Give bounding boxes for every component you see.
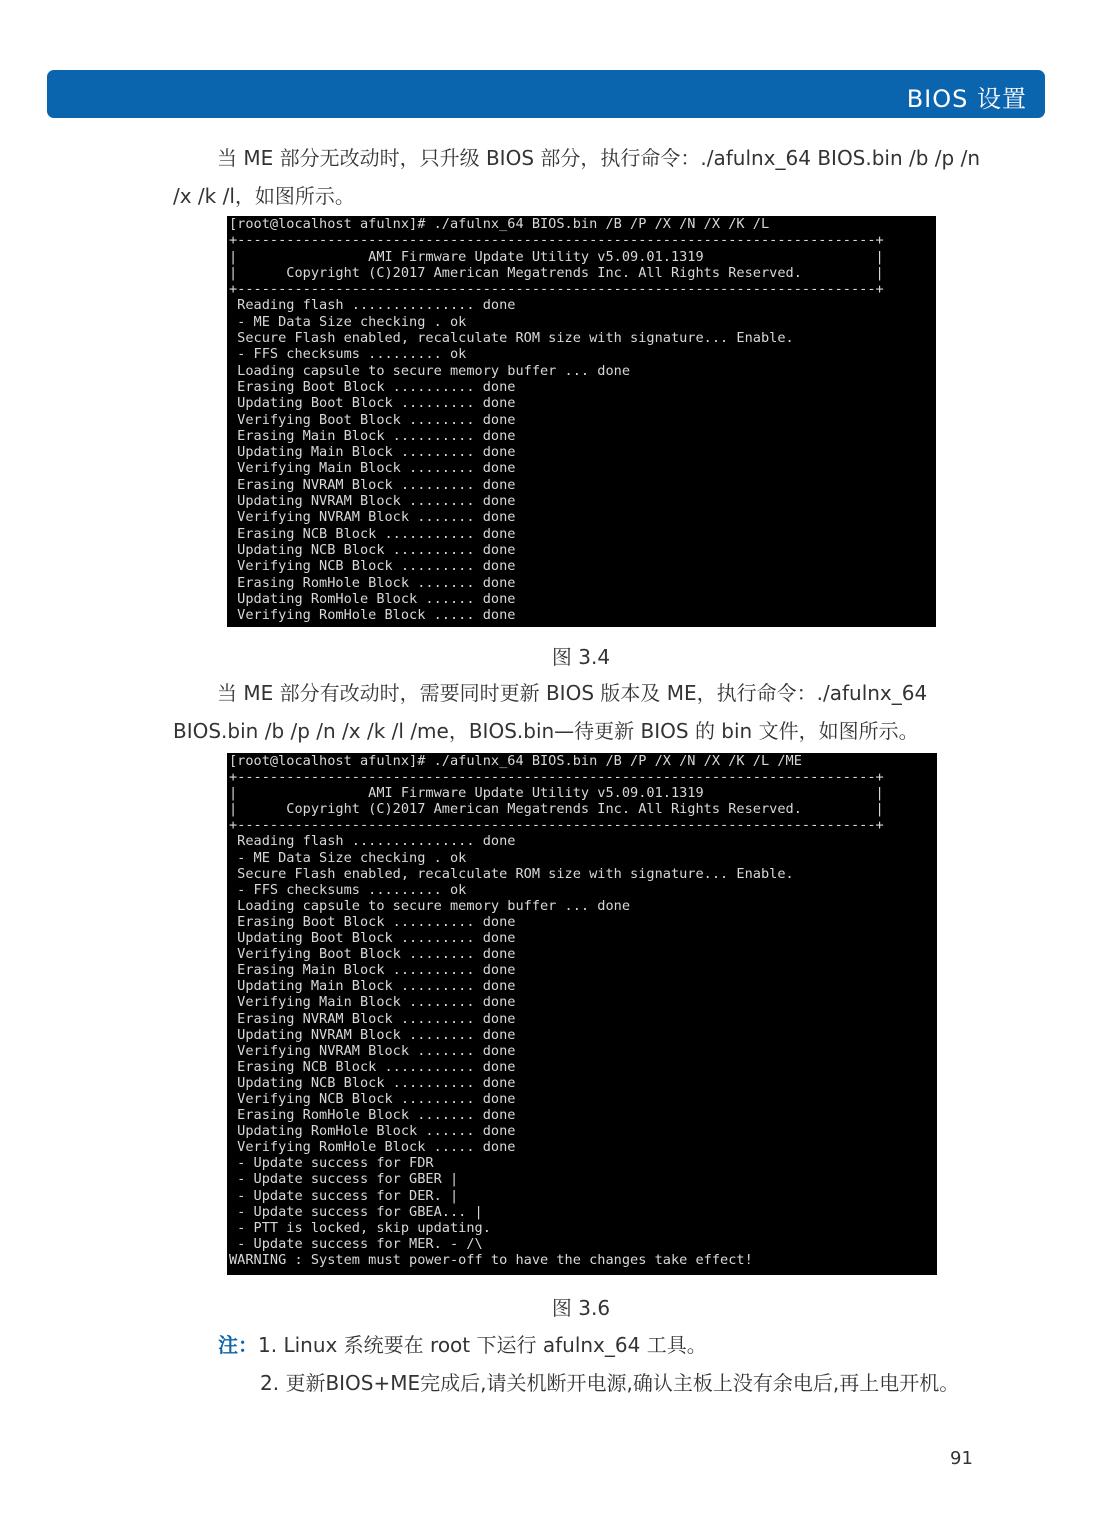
note-item-2: 2. 更新BIOS+ME完成后,请关机断开电源,确认主板上没有余电后,再上电开机。 bbox=[260, 1371, 960, 1395]
terminal-line: Loading capsule to secure memory buffer ... done bbox=[229, 897, 631, 914]
terminal-line: Updating NCB Block .......... done bbox=[229, 1074, 516, 1091]
terminal-line: - PTT is locked, skip updating. bbox=[229, 1219, 491, 1236]
terminal-line: Verifying NCB Block ......... done bbox=[229, 1090, 516, 1107]
figure-caption-2: 图 3.6 bbox=[551, 1296, 611, 1320]
terminal-line: Verifying RomHole Block ..... done bbox=[229, 607, 516, 624]
terminal-line: +------------------------------------------------------------------------------+ bbox=[229, 817, 884, 834]
terminal-line: Updating Boot Block ......... done bbox=[229, 930, 516, 947]
terminal-line: Verifying NVRAM Block ....... done bbox=[229, 1042, 516, 1059]
figure-caption-1: 图 3.4 bbox=[551, 645, 611, 669]
terminal-line: Erasing NCB Block ........... done bbox=[229, 525, 516, 542]
terminal-line: Verifying Boot Block ........ done bbox=[229, 946, 516, 963]
terminal-line: +------------------------------------------------------------------------------+ bbox=[229, 281, 884, 298]
terminal-line: Updating Main Block ......... done bbox=[229, 978, 516, 995]
terminal-line: - Update success for FDR bbox=[229, 1155, 434, 1172]
terminal-line: Erasing RomHole Block ....... done bbox=[229, 574, 516, 591]
terminal-line: Updating Boot Block ......... done bbox=[229, 395, 516, 412]
terminal-line: Updating Main Block ......... done bbox=[229, 444, 516, 461]
terminal-line: Verifying Boot Block ........ done bbox=[229, 411, 516, 428]
terminal-line: | AMI Firmware Update Utility v5.09.01.1319 | bbox=[229, 785, 884, 802]
terminal-line: Reading flash ............... done bbox=[229, 833, 516, 850]
note-item-1: 1. Linux 系统要在 root 下运行 afulnx_64 工具。 bbox=[258, 1333, 707, 1357]
terminal-line: Updating NCB Block .......... done bbox=[229, 541, 516, 558]
terminal-screenshot-2 bbox=[227, 753, 937, 1275]
terminal-line: | Copyright (C)2017 American Megatrends Inc. All Rights Reserved. | bbox=[229, 264, 884, 281]
terminal-line: Secure Flash enabled, recalculate ROM size with signature... Enable. bbox=[229, 330, 794, 347]
terminal-line: - Update success for GBEA... | bbox=[229, 1203, 483, 1220]
terminal-line: Verifying NVRAM Block ....... done bbox=[229, 509, 516, 526]
terminal-screenshot-1 bbox=[227, 216, 936, 627]
terminal-line: | AMI Firmware Update Utility v5.09.01.1319 | bbox=[229, 248, 884, 265]
terminal-line: Loading capsule to secure memory buffer ... done bbox=[229, 362, 631, 379]
terminal-line: Erasing Boot Block .......... done bbox=[229, 913, 516, 930]
terminal-line: Updating NVRAM Block ........ done bbox=[229, 493, 516, 510]
terminal-line: Verifying Main Block ........ done bbox=[229, 460, 516, 477]
terminal-line: [root@localhost afulnx]# ./afulnx_64 BIOS.bin /B /P /X /N /X /K /L bbox=[229, 216, 770, 232]
page-number: 91 bbox=[950, 1448, 973, 1469]
terminal-line: Updating RomHole Block ...... done bbox=[229, 1123, 516, 1140]
terminal-line: +------------------------------------------------------------------------------+ bbox=[229, 769, 884, 786]
terminal-line: Reading flash ............... done bbox=[229, 297, 516, 314]
header-bar bbox=[47, 70, 1045, 118]
terminal-line: Updating RomHole Block ...... done bbox=[229, 590, 516, 607]
terminal-line: [root@localhost afulnx]# ./afulnx_64 BIOS.bin /B /P /X /N /X /K /L /ME bbox=[229, 753, 802, 769]
terminal-line: Verifying Main Block ........ done bbox=[229, 994, 516, 1011]
terminal-line: WARNING : System must power-off to have the changes take effect! bbox=[229, 1251, 753, 1268]
terminal-line: Erasing Main Block .......... done bbox=[229, 427, 516, 444]
terminal-line: Secure Flash enabled, recalculate ROM size with signature... Enable. bbox=[229, 865, 794, 882]
terminal-line: - Update success for DER. | bbox=[229, 1187, 459, 1204]
terminal-line: Erasing Main Block .......... done bbox=[229, 962, 516, 979]
terminal-line: Verifying RomHole Block ..... done bbox=[229, 1139, 516, 1156]
terminal-line: Verifying NCB Block ......... done bbox=[229, 558, 516, 575]
note-line-1 bbox=[218, 1330, 707, 1360]
terminal-line: +------------------------------------------------------------------------------+ bbox=[229, 232, 884, 249]
header-title: BIOS 设置 bbox=[906, 85, 1027, 113]
terminal-line: - Update success for MER. - /\ bbox=[229, 1235, 483, 1252]
terminal-line: - ME Data Size checking . ok bbox=[229, 313, 467, 330]
terminal-line: - Update success for GBER | bbox=[229, 1171, 459, 1188]
terminal-line: | Copyright (C)2017 American Megatrends Inc. All Rights Reserved. | bbox=[229, 801, 884, 818]
terminal-line: Updating NVRAM Block ........ done bbox=[229, 1026, 516, 1043]
terminal-line: Erasing NCB Block ........... done bbox=[229, 1058, 516, 1075]
paragraph-1: 当 ME 部分无改动时，只升级 BIOS 部分，执行命令：./afulnx_64 BIOS.bin /b /p /n /x /k /l，如图所示。 bbox=[173, 146, 981, 208]
terminal-line: - ME Data Size checking . ok bbox=[229, 849, 467, 866]
terminal-line: Erasing NVRAM Block ......... done bbox=[229, 476, 516, 493]
terminal-line: Erasing RomHole Block ....... done bbox=[229, 1107, 516, 1124]
terminal-line: Erasing NVRAM Block ......... done bbox=[229, 1010, 516, 1027]
paragraph-2: 当 ME 部分有改动时，需要同时更新 BIOS 版本及 ME，执行命令：./afulnx_64 BIOS.bin /b /p /n /x /k /l /me，BIOS.bin—待更新 BIOS 的 bin 文件，如图所示。 bbox=[173, 681, 928, 743]
note-label: 注： bbox=[218, 1333, 258, 1357]
terminal-line: Erasing Boot Block .......... done bbox=[229, 378, 516, 395]
terminal-line: - FFS checksums ......... ok bbox=[229, 881, 467, 898]
note-line-2 bbox=[260, 1368, 959, 1398]
terminal-line: - FFS checksums ......... ok bbox=[229, 346, 467, 363]
